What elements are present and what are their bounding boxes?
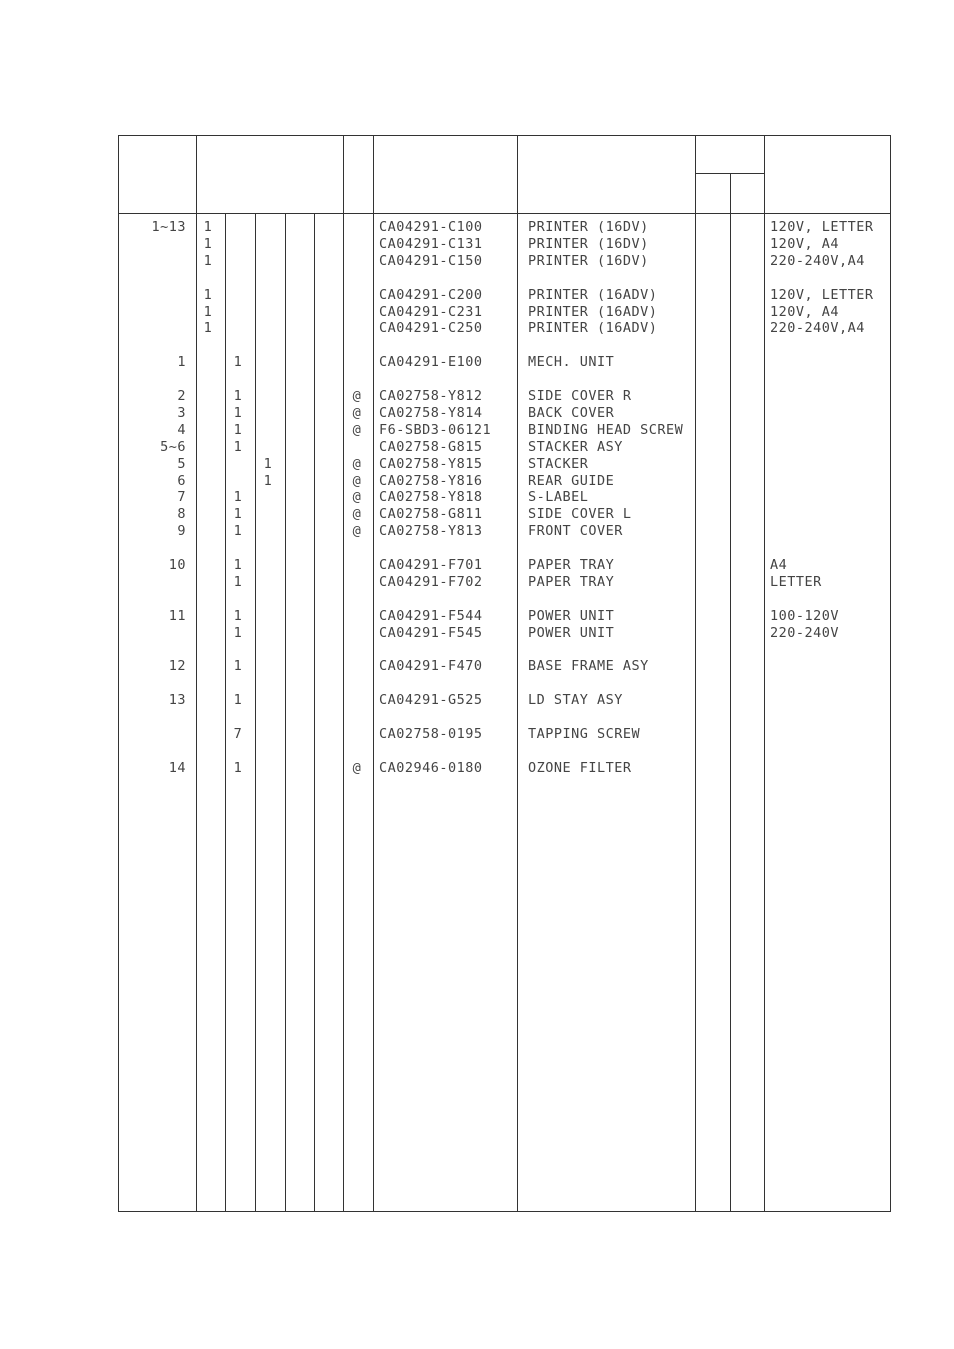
row-mark: @ [352, 388, 362, 404]
row-description: PAPER TRAY [528, 557, 615, 573]
row-ref-no: 4 [177, 421, 186, 438]
row-description: PRINTER (16ADV) [528, 303, 658, 320]
row-remarks: 220-240V [770, 624, 840, 641]
col-border-remarks [764, 135, 765, 1212]
col-border-sub [730, 173, 731, 1212]
row-mark: @ [352, 404, 362, 421]
row-description: OZONE FILTER [528, 759, 632, 776]
row-part-number: CA02758-Y813 [379, 523, 483, 540]
row-remarks: 220-240V,A4 [770, 320, 865, 337]
row-mark: @ [352, 472, 362, 489]
row-qty-2: 1 [233, 438, 243, 455]
row-description: STACKER ASY [528, 438, 623, 455]
row-qty-2: 1 [233, 354, 243, 371]
row-qty-2: 1 [233, 388, 243, 404]
col-border-left [118, 135, 119, 1212]
row-description: PRINTER (16DV) [528, 252, 649, 269]
row-qty-2: 1 [233, 421, 243, 438]
col-border-mark [373, 135, 374, 1212]
row-part-number: CA04291-C231 [379, 303, 483, 320]
row-part-number: CA02758-Y816 [379, 472, 483, 489]
table-top-border [118, 135, 891, 136]
row-qty-2: 1 [233, 404, 243, 421]
row-qty-2: 1 [233, 506, 243, 523]
row-mark: @ [352, 506, 362, 523]
row-qty-1: 1 [203, 252, 213, 269]
row-ref-no: 13 [168, 692, 186, 709]
row-description: STACKER [528, 455, 589, 472]
row-part-number: CA04291-C150 [379, 252, 483, 269]
row-qty-2: 1 [233, 658, 243, 675]
row-remarks: 120V, A4 [770, 303, 840, 320]
row-qty-2: 1 [233, 692, 243, 709]
row-part-number: CA04291-C200 [379, 286, 483, 303]
row-ref-no: 8 [177, 506, 186, 523]
row-ref-no: 1 [177, 354, 186, 371]
row-qty-2: 1 [233, 557, 243, 573]
row-part-number: CA02758-Y818 [379, 489, 483, 506]
row-description: TAPPING SCREW [528, 726, 641, 742]
row-qty-1: 1 [203, 235, 213, 252]
row-part-number: F6-SBD3-06121 [379, 421, 492, 438]
row-ref-no: 14 [168, 759, 186, 776]
row-remarks: 120V, LETTER [770, 286, 874, 303]
row-description: SIDE COVER R [528, 388, 632, 404]
row-remarks: A4 [770, 557, 788, 573]
row-mark: @ [352, 523, 362, 540]
row-qty-2: 1 [233, 624, 243, 641]
row-qty-3: 1 [263, 455, 273, 472]
row-description: POWER UNIT [528, 607, 615, 624]
row-part-number: CA04291-F470 [379, 658, 483, 675]
row-part-number: CA02758-Y812 [379, 388, 483, 404]
row-part-number: CA02758-G811 [379, 506, 483, 523]
row-part-number: CA04291-C100 [379, 219, 483, 235]
row-ref-no: 7 [177, 489, 186, 506]
row-description: FRONT COVER [528, 523, 623, 540]
row-qty-2: 1 [233, 523, 243, 540]
row-mark: @ [352, 421, 362, 438]
row-part-number: CA04291-F545 [379, 624, 483, 641]
row-description: MECH. UNIT [528, 354, 615, 371]
row-description: LD STAY ASY [528, 692, 623, 709]
row-part-number: CA04291-E100 [379, 354, 483, 371]
row-ref-no: 9 [177, 523, 186, 540]
table-bottom-border [118, 1211, 891, 1212]
row-description: POWER UNIT [528, 624, 615, 641]
row-ref-no: 6 [177, 472, 186, 489]
row-ref-no: 3 [177, 404, 186, 421]
row-qty-2: 7 [233, 726, 243, 742]
row-description: S-LABEL [528, 489, 589, 506]
row-ref-no: 5 [177, 455, 186, 472]
row-ref-no: 5~6 [160, 438, 186, 455]
row-description: BASE FRAME ASY [528, 658, 649, 675]
row-remarks: 220-240V,A4 [770, 252, 865, 269]
col-border-q2 [255, 213, 256, 1212]
row-part-number: CA04291-F544 [379, 607, 483, 624]
row-part-number: CA02758-0195 [379, 726, 483, 742]
row-qty-2: 1 [233, 489, 243, 506]
row-qty-1: 1 [203, 303, 213, 320]
row-part-number: CA04291-F702 [379, 573, 483, 590]
row-remarks: 120V, LETTER [770, 219, 874, 235]
row-qty-2: 1 [233, 759, 243, 776]
row-part-number: CA04291-C250 [379, 320, 483, 337]
row-part-number: CA02758-G815 [379, 438, 483, 455]
col-border-q3 [285, 213, 286, 1212]
row-part-number: CA02946-0180 [379, 759, 483, 776]
row-description: PRINTER (16DV) [528, 235, 649, 252]
row-description: REAR GUIDE [528, 472, 615, 489]
row-ref-no: 10 [168, 557, 186, 573]
row-remarks: 120V, A4 [770, 235, 840, 252]
row-qty-2: 1 [233, 607, 243, 624]
row-ref-no: 12 [168, 658, 186, 675]
row-part-number: CA02758-Y815 [379, 455, 483, 472]
row-mark: @ [352, 759, 362, 776]
col-border-desc [695, 135, 696, 1212]
row-description: PRINTER (16ADV) [528, 286, 658, 303]
row-qty-3: 1 [263, 472, 273, 489]
row-qty-1: 1 [203, 219, 213, 235]
row-description: PRINTER (16DV) [528, 219, 649, 235]
row-part-number: CA04291-G525 [379, 692, 483, 709]
row-mark: @ [352, 455, 362, 472]
row-description: SIDE COVER L [528, 506, 632, 523]
row-ref-no: 11 [168, 607, 186, 624]
row-description: BACK COVER [528, 404, 615, 421]
header-bottom-border [118, 213, 891, 214]
col-border-part [517, 135, 518, 1212]
row-qty-1: 1 [203, 286, 213, 303]
row-ref-no: 1~13 [151, 219, 186, 235]
row-part-number: CA04291-C131 [379, 235, 483, 252]
row-ref-no: 2 [177, 388, 186, 404]
row-qty-2: 1 [233, 573, 243, 590]
col-border-q5 [343, 135, 344, 1212]
row-qty-1: 1 [203, 320, 213, 337]
row-mark: @ [352, 489, 362, 506]
row-remarks: LETTER [770, 573, 822, 590]
row-description: PRINTER (16ADV) [528, 320, 658, 337]
row-remarks: 100-120V [770, 607, 840, 624]
row-part-number: CA04291-F701 [379, 557, 483, 573]
col-border-right [890, 135, 891, 1212]
col-border-q4 [314, 213, 315, 1212]
row-part-number: CA02758-Y814 [379, 404, 483, 421]
row-description: BINDING HEAD SCREW [528, 421, 684, 438]
row-description: PAPER TRAY [528, 573, 615, 590]
